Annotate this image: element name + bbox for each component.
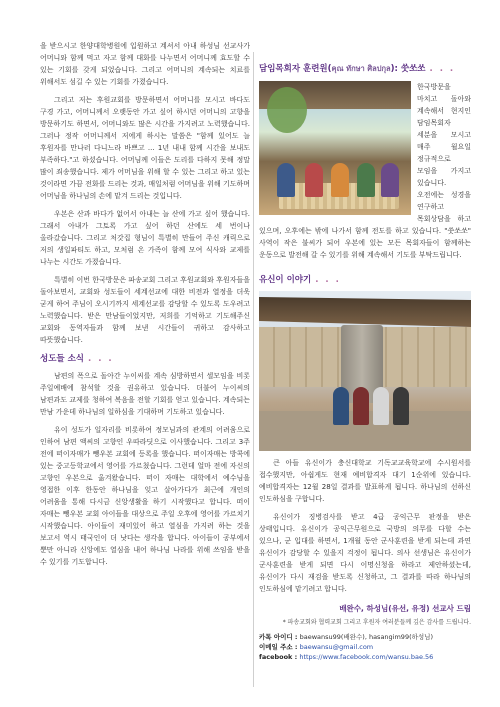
contact-email: 이메일 주소 : baewansu@gmail.com (259, 643, 374, 651)
paragraph-military: 유신이가 징병검사를 받고 4급 공익근무 판정을 받은 상태입니다. 유신이가 공익근무원으로 국방의 의무를 다할 수는 있으나, 군 입대를 하면서, 1개월 동안 군사훈련을 받게 되는데 과연 유신이가 감당할 수 있을지 걱정이 됩니다. 의사 선생님은 유신이가 군사훈련을 받게 되면 다시 이명신청을 하라고 제안하셨는데, 유신이가 다시 재검을 받도록 신청하고, 그 결과를 따라 하나님의 인도하심에 맡기려고 합니다. (259, 513, 471, 593)
section-heading-yusin (259, 273, 471, 285)
section-dots: . . . (429, 64, 456, 74)
column-divider (253, 52, 254, 687)
left-column (40, 40, 250, 574)
paragraph-nui: 남편의 폭으로 돌아간 누이씨를 계속 심방하면서 셀모임을 비롯 주일예배에 참석할 것을 권유하고 있습니다. 더불어 누이씨의 남편과도 교제를 청하여 복음을 전할 기회를 얻고 있습니다. 계속되는 만남 가운데 하나님의 일하심을 기대하며 기도하고 있습니다. (40, 372, 250, 416)
contact-kakao: 카톡 아이디 : baewansu99(배완수), hasangim99(하성님) (259, 633, 433, 641)
section-title-pastors: 담임목회자 훈련원(คุณ ทักษา ศิลปกุล): 쑷쏘쏘 (259, 64, 426, 74)
photo-pastors-meeting (259, 81, 411, 215)
section-title-yusin: 유신이 이야기 (259, 275, 312, 285)
section-heading-pastors (259, 62, 471, 75)
contact-info (259, 632, 471, 662)
section-heading-members (40, 352, 250, 364)
paragraph-university: 큰 아들 유신이가 충신대학교 기독교교육학교에 수시원서를 접수했지만, 아쉽게도 현재 예비합격자 대기 1순위에 있습니다. 예비합격자는 12월 28일 결과를 발표하게 됩니다. 하나님의 선하신 인도하심을 구합니다. (259, 459, 471, 503)
section-dots: . . . (88, 354, 114, 364)
section-title-members: 성도들 소식 (40, 354, 85, 364)
paragraph-mountain: 우본은 산과 바다가 없어서 아내는 늘 산에 가고 싶어 했습니다. 그래서 아내가 그토록 가고 싶어 하던 산에도 세 번이나 올라갔습니다. 그리고 처갓집 형님이 특별히 만들어 주신 캐릭으로 저의 생일파티도 하고, 모처럼 온 가족이 함께 모여 식사와 교제를 나누는 시간도 가졌습니다. (40, 210, 250, 266)
right-column (259, 56, 471, 662)
paragraph-pastors: 한국방문을 마치고 돌아와 계속해서 현지인 담임목회자 세분을 모시고 매주 월요일 정규적으로 모임을 가지고 있습니다. 오전에는 성경을 연구하고 목회상담을 하고 있으며, 오후에는 밖에 나가서 함께 전도를 하고 있습니다. "쑷쏘쏘" 사역이 작은 불씨가 되어 우본에 있는 모든 목회자들이 함께하는 운동으로 발전해 갈 수 있기를 위해 계속해서 기도를 부탁드립니다. (259, 83, 471, 259)
paragraph-hospital: 을 받으시고 한양대학병원에 입원하고 계셔서 아내 하성님 선교사가 어머니와 함께 먹고 자고 함께 대화를 나누면서 어머니께 효도할 수 있는 기회를 갖게 되었습니다. 그리고 어머니의 계속되는 치료를 위해서도 섬길 수 있는 기회를 가졌습니다. (40, 42, 250, 86)
contact-facebook: facebook : https://www.facebook.com/wansu.bae.56 (259, 653, 434, 661)
email-link[interactable]: baewansu@gmail.com (299, 643, 374, 651)
photo-family-monument (259, 291, 471, 451)
paragraph-mother: 그리고 저는 후원교회를 방문하면서 어머니를 모시고 바다도 구경 가고, 어머니께서 오랫동안 가고 싶어 하시던 어머니의 고향을 방문하기도 하면서, 어머니와도 많은 시간을 가지려고 노력했습니다. 그러나 정작 어머니께서 저에게 하시는 말씀은 "함께 있어도 늘 후원자를 만나러 다니느라 바쁘고 ... 1년 내내 함께 시간을 보내도 부족하다."고 하셨습니다. 어머님께 이들은 도리를 다하지 못해 정말 많이 죄송했습니다. 제가 어머님을 위해 할 수 있는 그리고 하고 있는 것이라면 가끔 전화를 드리는 것과, 매일처럼 어머님을 위해 기도하며 어머님을 하나님의 손에 맡겨 드리는 것입니다. (40, 96, 250, 200)
thanks-note: * 파송교회와 협력교회 그리고 후원자 여러분들께 깊은 감사를 드립니다. (282, 619, 471, 626)
paragraph-korea-visit: 특별히 이번 한국방문은 파송교회 그리고 후원교회와 후원자들을 돌아보면서, 교회와 성도들이 세계선교에 대한 비전과 열정을 더욱 굳게 하여 주님이 오시기까지 세계선교를 감당할 수 있도록 도우려고 노력했습니다. 받은 만남들이었지만, 저희를 기억하고 기도해주신 교회와 동역자들과 함께 보낸 시간들이 귀하고 감사하고 따뜻했습니다. (40, 276, 250, 344)
section-dots: . . . (315, 275, 341, 285)
paragraph-yui: 유이 성도가 일자리를 비롯하여 정모님과의 관계의 어려움으로 인하여 남편 액씨의 고향인 우따라딧으로 이사했습니다. 그리고 3주 전에 떠이자매가 뺑우본 교회에 등록을 했습니다. 떠이자매는 방콕에 있는 중고등학교에서 영어를 가르쳤습니다. 그런데 얼마 전에 자신의 고향인 우본으로 옮겨왔습니다. 떠이 자매는 대학에서 예수님을 영접한 이후 한동안 하나님을 잊고 살아가다가 최근에 개인의 어려움을 통해 다시금 신앙생활을 하기 시작했다고 합니다. 떠이 자매는 뺑우본 교회 아이들을 대상으로 주일 오후에 영어를 가르치기 시작했습니다. 아이들이 재미있어 하고 열심을 가지려 하는 것을 보고서 역시 태국인이 더 낫다는 생각을 합니다. 아이들이 공부에서 뿐만 아니라 신앙에도 열심을 내어 하나님 나라를 위해 쓰임을 받을 수 있기를 기도합니다. (40, 426, 250, 566)
signature: 배완수, 하성님(유선, 유정) 선교사 드림 (339, 604, 471, 613)
facebook-link[interactable]: https://www.facebook.com/wansu.bae.56 (299, 653, 434, 661)
